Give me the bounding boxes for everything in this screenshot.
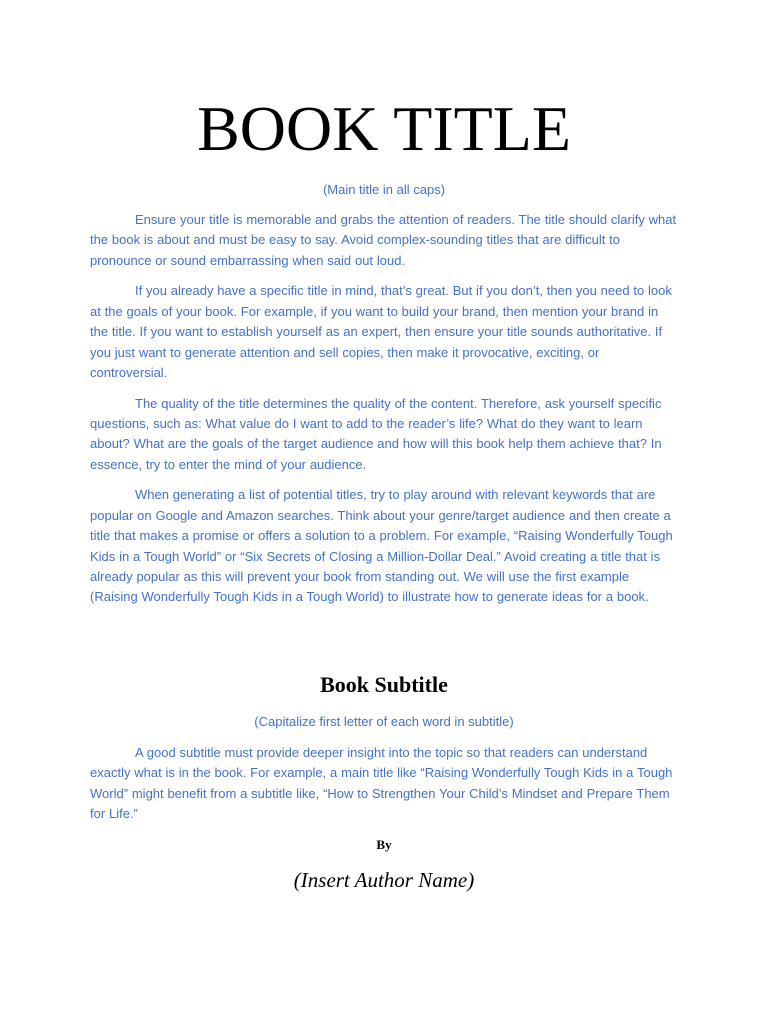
subtitle-paragraph: A good subtitle must provide deeper insight into the topic so that readers can understand exactly what is in the book. For example, a main title like “Raising Wonderfully Tough Kids in a Tough World” might benefit from a subtitle like, “How to Strengthen Your Child’s Mindset and Prepare Them for Life.” — [90, 745, 673, 822]
byline-by: By — [376, 837, 392, 852]
title-paragraph-3: The quality of the title determines the quality of the content. Therefore, ask yourself specific questions, such as: What value do I want to add to the reader’s life? What do they want to learn about? What are the goals of the target audience and how will this book help them achieve that? In essence, try to enter the mind of your audience. — [90, 395, 662, 472]
author-name-placeholder: (Insert Author Name) — [293, 868, 475, 892]
title-paragraph-1: Ensure your title is memorable and grabs the attention of readers. The title should clarify what the book is about and must be easy to say. Avoid complex-sounding titles that are difficult to pronounce or sound embarrassing when said out loud. — [90, 212, 677, 268]
title-guidance-section — [90, 210, 680, 618]
title-paragraph-2: If you already have a specific title in mind, that’s great. But if you don’t, then you need to look at the goals of your book. For example, if you want to build your brand, then mention your brand in the title. If you want to establish yourself as an expert, then ensure your title sounds authoritative. If you just want to generate attention and sell copies, then make it provocative, exciting, or controversial. — [90, 283, 672, 381]
title-instruction-note: (Main title in all caps) — [322, 182, 446, 197]
title-paragraph-4: When generating a list of potential titles, try to play around with relevant keywords that are popular on Google and Amazon searches. Think about your genre/target audience and then create a title that makes a promise or offers a solution to a problem. For example, “Raising Wonderfully Tough Kids in a Tough World” or “Six Secrets of Closing a Million-Dollar Deal.” Avoid creating a title that is already popular as this will prevent your book from standing out. We will use the first example (Raising Wonderfully Tough Kids in a Tough World) to illustrate how to generate ideas for a book. — [90, 487, 673, 605]
book-title: BOOK TITLE — [197, 93, 571, 164]
book-subtitle-heading: Book Subtitle — [320, 672, 448, 697]
subtitle-guidance-section — [90, 743, 680, 835]
subtitle-instruction-note: (Capitalize first letter of each word in subtitle) — [254, 714, 514, 729]
